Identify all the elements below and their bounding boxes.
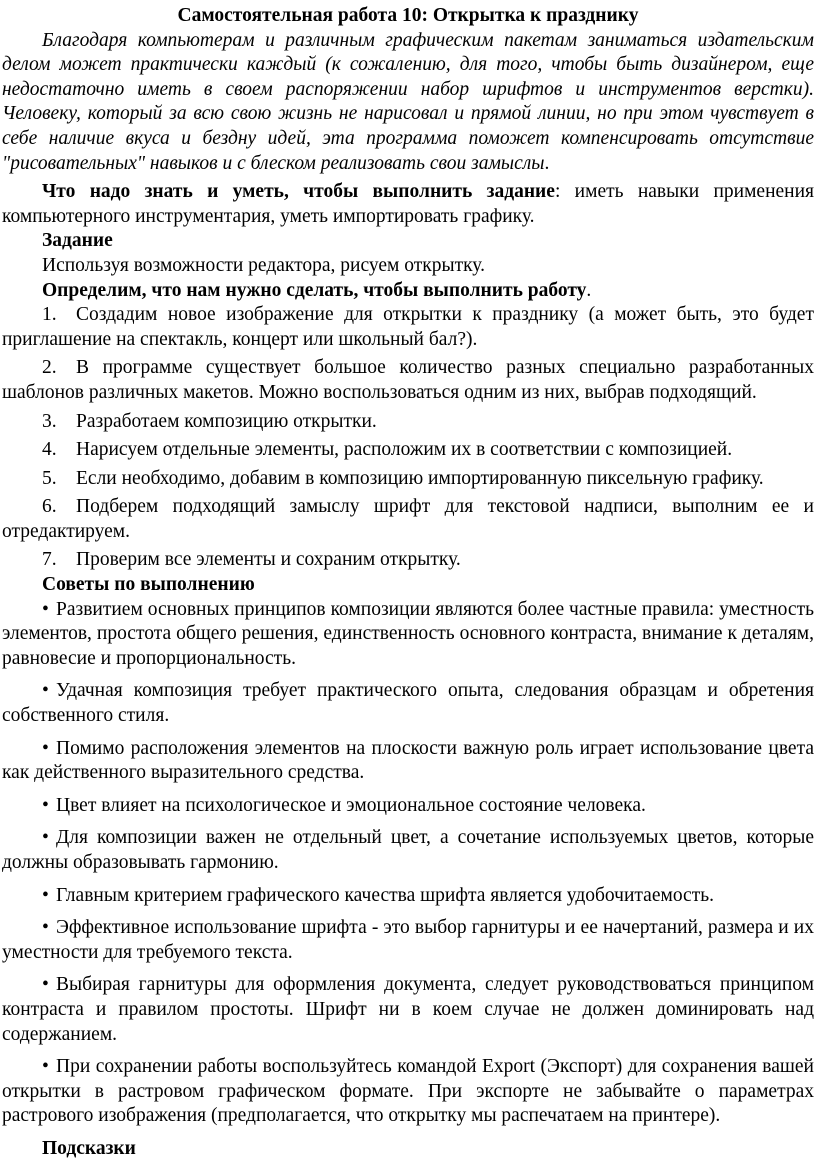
bullet-icon: • [42, 974, 49, 996]
step-number: 3. [42, 410, 57, 432]
steps-heading-text: Определим, что нам нужно сделать, чтобы выполнить работу [42, 279, 587, 301]
list-item [2, 1055, 814, 1129]
step-number: 1. [42, 304, 57, 326]
list-item [2, 973, 814, 1047]
tip-text: При сохранении работы воспользуйтесь командой Export (Экспорт) для сохранения вашей открытки в растровом графическом формате. При экспорте не забывайте о параметрах растрового изображения (предполагается, что открытку мы распечатаем на принтере). [2, 1056, 814, 1127]
step-number: 4. [42, 439, 57, 461]
tips-list [2, 598, 814, 1129]
list-item [2, 467, 814, 492]
intro-period: . [544, 152, 550, 174]
list-item [2, 410, 814, 435]
bullet-icon: • [42, 917, 49, 939]
list-item [2, 826, 814, 875]
bullet-icon: • [42, 737, 49, 759]
step-text: Подберем подходящий замыслу шрифт для текстовой надписи, выполним ее и отредактируем. [2, 496, 814, 542]
tip-text: Для композиции важен не отдельный цвет, а сочетание используемых цветов, которые должны образовывать гармонию. [2, 827, 814, 873]
step-text: Разработаем композицию открытки. [76, 410, 377, 432]
step-number: 7. [42, 549, 57, 571]
hints-heading: Подсказки [42, 1137, 136, 1159]
bullet-icon: • [42, 884, 49, 906]
task-heading: Задание [42, 230, 113, 252]
bullet-icon: • [42, 680, 49, 702]
list-item [2, 303, 814, 352]
requirements-paragraph [2, 180, 814, 229]
tip-text: Помимо расположения элементов на плоскости важную роль играет использование цвета как действенного выразительного средства. [2, 737, 814, 784]
tips-heading: Советы по выполнению [42, 574, 255, 596]
list-item [2, 548, 814, 573]
step-text: Нарисуем отдельные элементы, расположим их в соответствии с композицией. [76, 439, 733, 461]
step-number: 6. [42, 496, 57, 518]
list-item [2, 598, 814, 672]
bullet-icon: • [42, 1056, 49, 1078]
requirements-text: : иметь навыки применения компьютерного инструментария, уметь импортировать графику. [2, 181, 814, 227]
tip-text: Выбирая гарнитуры для оформления документа, следует руководствоваться принципом контраста и правилом простоты. Шрифт ни в коем случае не должен доминировать над содержанием. [2, 974, 814, 1045]
steps-heading-period: . [586, 279, 592, 301]
task-text: Используя возможности редактора, рисуем открытку. [42, 254, 485, 276]
tip-text: Главным критерием графического качества шрифта является удобочитаемость. [56, 884, 715, 906]
list-item [2, 438, 814, 463]
list-item [2, 737, 814, 786]
tip-text: Эффективное использование шрифта - это выбор гарнитуры и ее начертаний, размера и их уместности для требуемого текста. [2, 917, 814, 963]
tip-text: Цвет влияет на психологическое и эмоциональное состояние человека. [56, 794, 646, 816]
step-text: Создадим новое изображение для открытки к празднику (а может быть, это будет приглашение на спектакль, концерт или школьный бал?). [2, 304, 814, 350]
tip-text: Удачная композиция требует практического опыта, следования образцам и обретения собственного стиля. [2, 680, 814, 727]
page-title: Самостоятельная работа 10: Открытка к празднику [177, 5, 639, 26]
list-item [2, 495, 814, 544]
list-item [2, 916, 814, 965]
list-item [2, 356, 814, 405]
list-item [2, 679, 814, 728]
bullet-icon: • [42, 598, 49, 620]
bullet-icon: • [42, 794, 49, 816]
bullet-icon: • [42, 827, 49, 849]
steps-heading [2, 279, 814, 304]
step-number: 5. [42, 467, 57, 489]
tip-text: Развитием основных принципов композиции являются более частные правила: уместность элементов, простота общего решения, единственность основного контраста, внимание к деталям, равновесие и пропорциональность. [2, 598, 814, 669]
step-number: 2. [42, 357, 57, 379]
list-item [2, 794, 814, 819]
steps-list [2, 303, 814, 573]
requirements-label: Что надо знать и уметь, чтобы выполнить задание [42, 181, 555, 203]
step-text: В программе существует большое количество разных специально разработанных шаблонов различных макетов. Можно воспользоваться одним из них, выбрав подходящий. [2, 357, 814, 403]
intro-text: Благодаря компьютерам и различным графическим пакетам заниматься издательским делом может практически каждый (к сожалению, для того, чтобы быть дизайнером, еще недостаточно иметь в своем распоряжении набор шрифтов и инструментов верстки). Человеку, который за всю свою жизнь не нарисовал и прямой линии, но при этом чувствует в себе наличие вкуса и бездну идей, эта программа поможет компенсировать отсутствие "рисовательных" навыков и с блеском реализовать свои замыслы [2, 29, 814, 174]
step-text: Если необходимо, добавим в композицию импортированную пиксельную графику. [76, 467, 764, 489]
intro-paragraph [2, 29, 814, 177]
list-item [2, 884, 814, 909]
step-text: Проверим все элементы и сохраним открытку. [76, 549, 461, 571]
